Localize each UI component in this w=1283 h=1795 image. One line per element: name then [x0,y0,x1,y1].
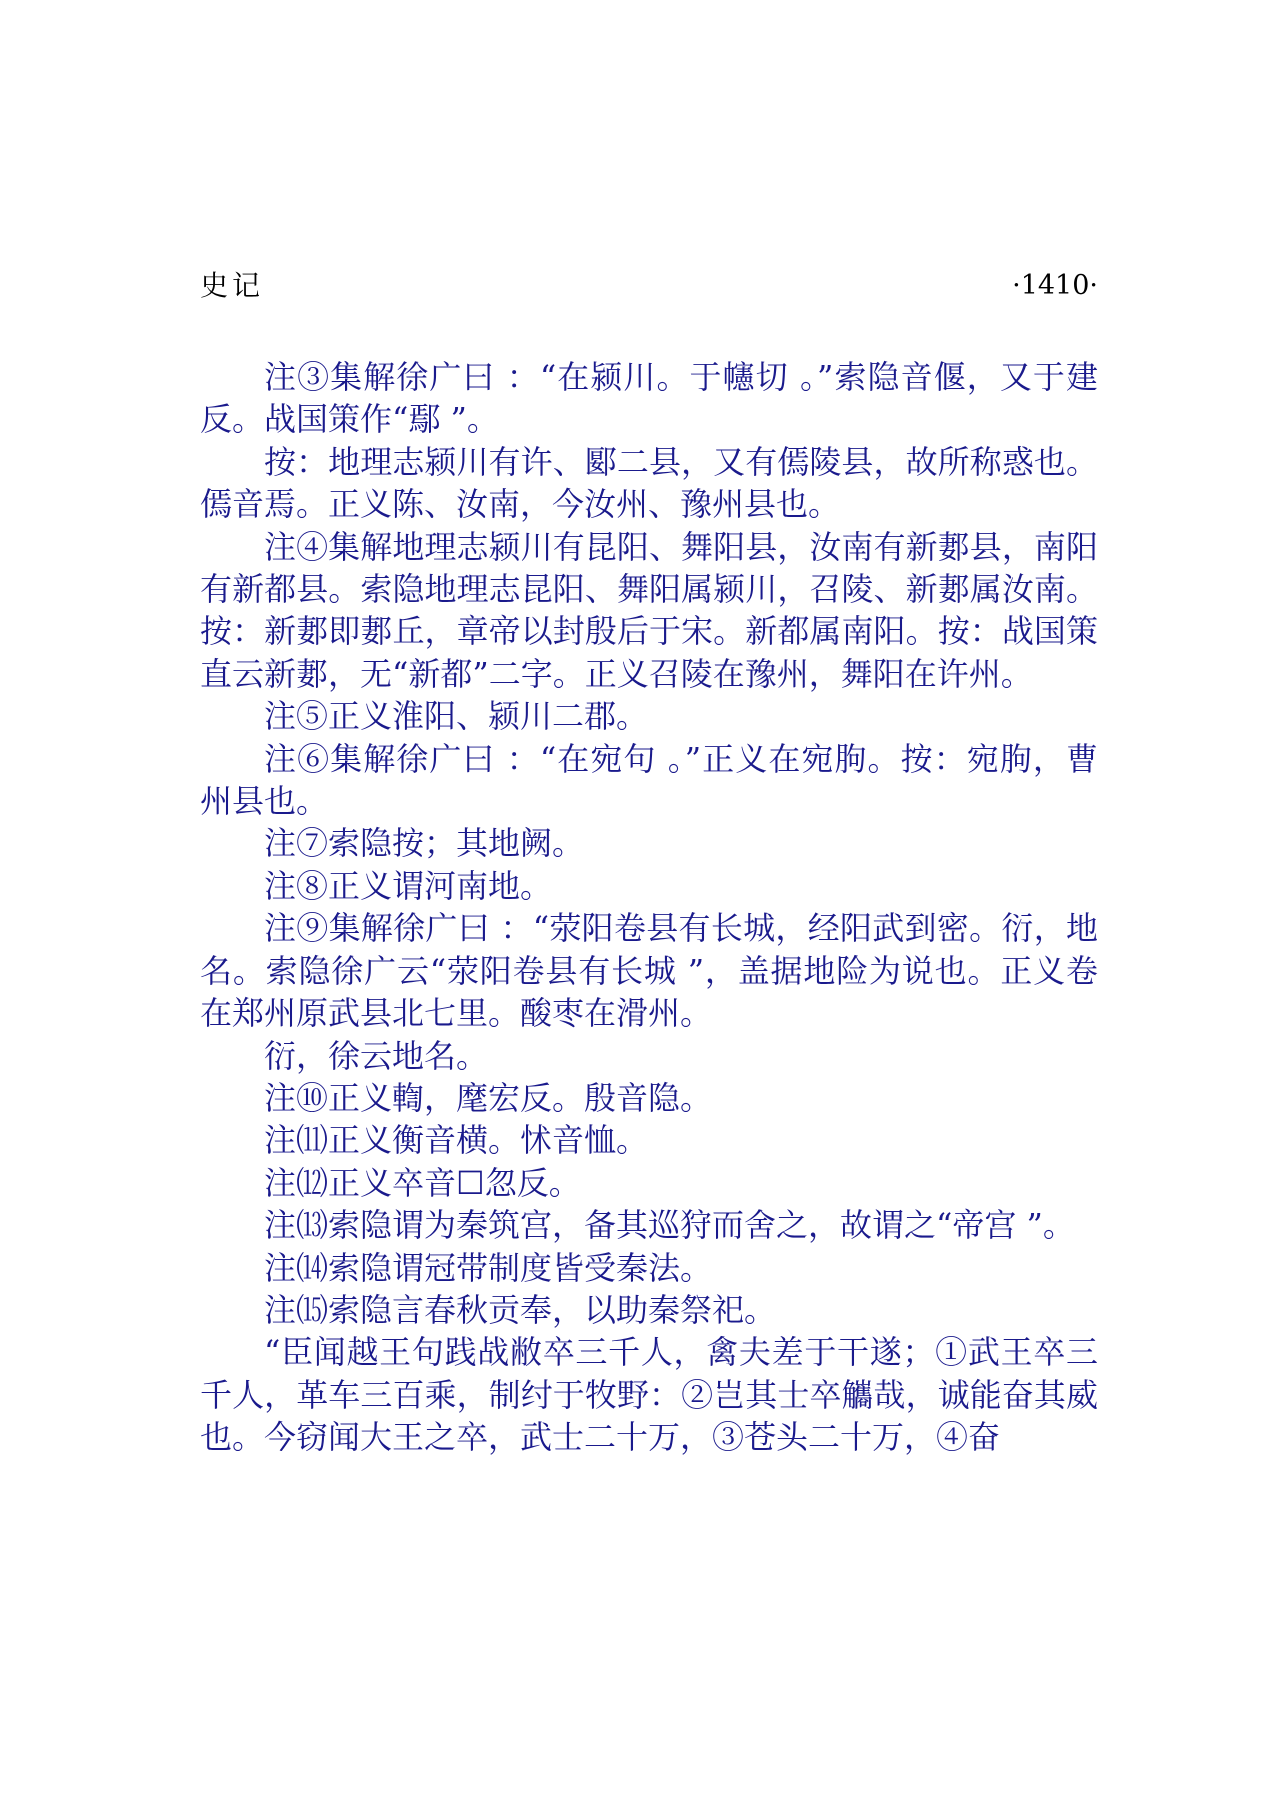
paragraph: 注⑧正义谓河南地。 [264,866,553,905]
paragraph: 衍，徐云地名。 [264,1036,489,1075]
paragraph: 注⒂索隐言春秋贡奉，以助秦祭祀。 [264,1290,777,1329]
paragraph: 注③集解徐广曰 ：“在颍川。于幰切 。”索隐音偃，又于建反。战国策作“鄢 ”。 [200,358,1098,439]
book-title: 史记 [200,269,265,302]
paragraph: 注⑾正义衡音横。怵音恤。 [264,1121,649,1160]
paragraph: 注⒁索隐谓冠带制度皆受秦法。 [264,1248,713,1287]
page-number: ·1410· [1012,270,1098,301]
paragraph: 按：地理志颍川有许、郾二县，又有傿陵县，故所称惑也。傿音焉。正义陈、汝南，今汝州、豫州县也。 [200,442,1098,524]
paragraph: 注⑿正义卒音☐忽反。 [264,1163,581,1202]
page-header [200,268,1098,308]
body-text [200,356,1098,1459]
paragraph: 注⑤正义淮阳、颍川二郡。 [264,697,649,736]
paragraph: “臣闻越王句践战敝卒三千人，禽夫差于干遂；①武王卒三千人，革车三百乘，制纣于牧野：②岂其士卒觿哉，诚能奋其威也。今窃闻大王之卒，武士二十万，③苍头二十万，④奋 [200,1333,1098,1457]
paragraph: 注⑨集解徐广曰 ：“荥阳卷县有长城，经阳武到密。衍，地名。索隐徐广云“荥阳卷县有长城 ”，盖据地险为说也。正义卷在郑州原武县北七里。酸枣在滑州。 [200,909,1098,1033]
paragraph: 注⑩正义輷，麾宏反。殷音隐。 [264,1078,713,1117]
paragraph: 注⑦索隐按；其地阙。 [264,824,585,863]
paragraph: 注④集解地理志颍川有昆阳、舞阳县，汝南有新郪县，南阳有新都县。索隐地理志昆阳、舞阳属颍川，召陵、新郪属汝南。按：新郪即郪丘，章帝以封殷后于宋。新都属南阳。按：战国策直云新郪，无“新都”二字。正义召陵在豫州，舞阳在许州。 [200,527,1098,693]
paragraph: 注⒀索隐谓为秦筑宫，备其巡狩而舍之，故谓之“帝宫 ”。 [264,1206,1075,1245]
paragraph: 注⑥集解徐广曰 ：“在宛句 。”正义在宛朐。按：宛朐，曹州县也。 [200,739,1098,821]
